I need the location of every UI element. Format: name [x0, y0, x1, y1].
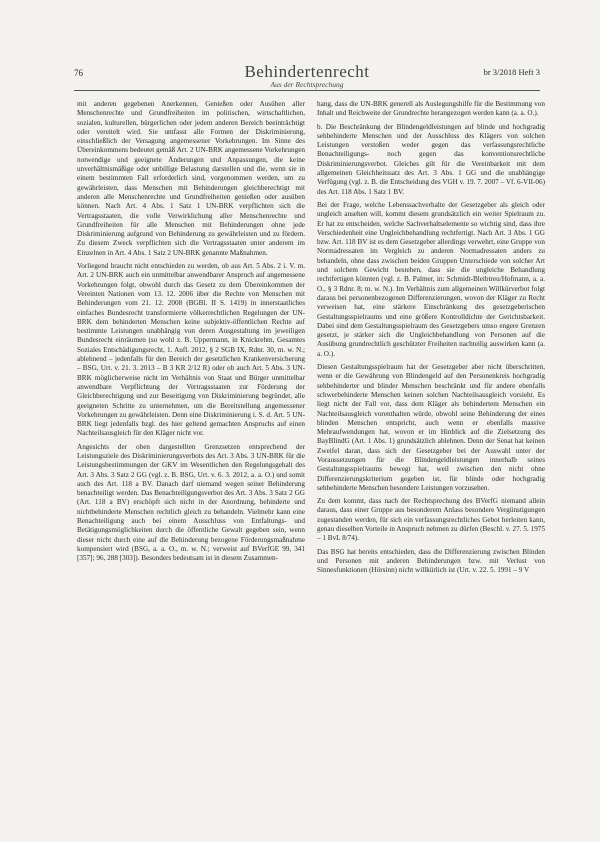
paragraph: b. Die Beschränkung der Blindengeldleistungen auf blinde und hochgradig sehbehinderte Menschen und der Ausschluss des Klägers von solchen Leistungen verstoßen weder gegen das verfassungsrechtliche Benachteiligungs- noch gegen das konventionsrechtliche Diskriminierungsverbot. Gleiches gilt für die Vereinbarkeit mit dem allgemeinen Gleichheitssatz des Art. 3 Abs. 1 GG und die unabhängige Verfügung (vgl. z. B. die Entscheidung des VGH v. 19. 7. 2007 – Vf. 6-VII-06) des Art. 118 Abs. 1 Satz 1 BV.	[317, 122, 545, 196]
paragraph: Diesen Gestaltungsspielraum hat der Gesetzgeber aber nicht überschritten, wenn er die Gewährung von Blindengeld auf den Personenkreis hochgradig sehbehinderter und blinder Menschen beschränkt und für andere ebenfalls schwerbehinderte Menschen keinen solchen Nachteilsausgleich vorsieht. Es liegt nicht der Fall vor, dass dem Kläger als behindertem Menschen ein Nachteilsausgleich vorenthalten würde, obwohl seine Behinderung der eines blinden Menschen entspricht, auch wenn er ebenfalls massive Mehraufwendungen hat, wovon er im Hinblick auf die Zielsetzung des BayBlindG (Art. 1 Abs. 1) grundsätzlich ablehnen. Denn der Senat hat keinen Zweifel daran, dass sich der Gesetzgeber bei der Auswahl unter der Voraussetzungen für die Blindengeldleistungen innerhalb seines Gestaltungsspielraums bewegt hat, weil zwischen den nicht ohne Differenzierungskriterium gegeben ist, für blinde oder hochgradig sehbehinderte Menschen besondere Leistungen vorzusehen.	[317, 363, 545, 492]
paragraph: Angesichts der oben dargestellten Grenzsetzen entsprechend der Leistungsziele des Diskriminierungsverbots des Art. 3 Abs. 3 UN-BRK für die Leistungsbestimmungen der GKV im Wesentlichen den Regelungsgehalt des Art. 3 Abs. 3 Satz 2 GG (vgl. z. B. BSG, Urt. v. 6. 3. 2012, a. a. O.) und somit auch des Art. 118 a BV. Danach darf niemand wegen seiner Behinderung benachteiligt werden. Das Benachteiligungsverbot des Art. 3 Abs. 3 Satz 2 GG (Art. 118 a BV) erschöpft sich nicht in der Anordnung, behinderte und nichtbehinderte Menschen rechtlich gleich zu behandeln. Vielmehr kann eine Benachteiligung auch bei einem Ausschluss von Entfaltungs- und Betätigungsmöglichkeiten durch die öffentliche Gewalt gegeben sein, wenn dieser nicht durch eine auf die Behinderung bezogene Förderungsmaßnahme kompensiert wird (BSG, a. a. O., m. w. N.; verweist auf BVerfGE 99, 341 [357]; 96, 288 [303]). Besonders bedeutsam ist in diesem Zusammen-	[77, 442, 305, 563]
section-title: Aus der Rechtsprechung	[270, 80, 344, 89]
magazine-title: Behindertenrecht	[244, 62, 370, 81]
paragraph: Vorliegend braucht nicht entschieden zu werden, ob aus Art. 5 Abs. 2 i. V. m. Art. 2 UN-BRK auch ein unmittelbar anwendbarer Anspruch auf angemessene Vorkehrungen folgt, obwohl durch das Gesetz zu dem Übereinkommen der Vereinten Nationen vom 13. 12. 2006 über die Rechte von Menschen mit Behinderungen vom 21. 12. 2008 (BGBl. II S. 1419) in innerstaatliches einfaches Bundesrecht transformierte völkerrechtlichen Regelungen der UN-BRK dem behinderten Menschen keine subjektiv-öffentlichen Rechte auf bestimmte Leistungen unabhängig von deren Ausgestaltung im jeweiligen Bundesrecht einräumen (so wohl z. B. Uppermann, in Knickrehm, Gesamtes Soziales Entschädigungsrecht, 1. Aufl. 2012, § 2 SGB IX, Rdnr. 30, m. w. N.; ablehnend – jedenfalls für den Bereich der gesetzlichen Krankenversicherung – BSG, Urt. v. 21. 3. 2013 – B 3 KR 2/12 R) oder ob auch Art. 5 Abs. 3 UN-BRK möglicherweise nicht im Verhältnis von Staat und Bürger unmittelbar anwendbare Verpflichtung der Vertragsstaaten zur Förderung der Gleichberechtigung und zur Beseitigung von Diskriminierung begründet, alle geeigneten Schritte zu unternehmen, um die Bereitstellung angemessener Vorkehrungen zu gewährleisten. Denn eine Diskriminierung i. S. d. Art. 5 UN-BRK liegt jedenfalls bzgl. des hier geltend gemachten Anspruchs auf einen Nachteilsausgleich für den Kläger nicht vor.	[77, 262, 305, 438]
paragraph: Bei der Frage, welche Lebenssachverhalte der Gesetzgeber als gleich oder ungleich ansehen will, kommt diesem grundsätzlich ein weiter Spielraum zu. Er hat zu entscheiden, welche Sachverhaltselemente so wichtig sind, dass ihre Verschiedenheit eine Ungleichbehandlung rechtfertigt. Nach Art. 3 Abs. 1 GG bzw. Art. 118 BV ist es dem Gesetzgeber allerdings verwehrt, eine Gruppe von Normadressaten im Vergleich zu anderen Normadressaten anders zu behandeln, ohne dass zwischen beiden Gruppen Unterschiede von solcher Art und solchem Gewicht bestehen, dass sie die ungleiche Behandlung rechtfertigen könnten (vgl. z. B. Palmer, in: Schmidt-Bleibtreu/Hofmann, a. a. O., § 3 Rdnr. 8; m. w. N.). Im Verhältnis zum allgemeinen Willkürverbot folgt daraus bei personenbezogenen Differenzierungen, wovon der Kläger zu Recht verweisen hat, eine stärkere Einschränkung des gesetzgeberischen Gestaltungsspielraums und eine größere Kontrolldichte der Gerichtsbarkeit. Dabei sind dem Gestaltungsspielraum des Gesetzgebers umso engere Grenzen gesetzt, je stärker sich die Ungleichbehandlung von Personen auf die Ausübung grundrechtlich geschützter Freiheiten nachteilig auswirken kann (a. a. O.).	[317, 200, 545, 358]
page-number: 76	[74, 68, 83, 78]
paragraph: Das BSG hat bereits entschieden, dass die Differenzierung zwischen Blinden und Personen mit anderen Behinderungen bzw. mit Verlust von Sinnesfunktionen (Hörsinn) nicht willkürlich ist (Urt. v. 22. 5. 1991 – 9 V	[317, 547, 545, 575]
paragraph: mit anderen gegebenen Anerkennen, Genießen oder Ausüben aller Menschenrechte und Grundfreiheiten im politischen, wirtschaftlichen, sozialen, kulturellen, bürgerlichen oder jedem anderen Bereich beeinträchtigt oder vereitelt wird. Sie umfasst alle Formen der Diskriminierung, einschließlich der Versagung angemessener Vorkehrungen. Im Sinne des Übereinkommens bedeutet gemäß Art. 2 UN-BRK angemessene Vorkehrungen notwendige und geeignete Änderungen und Anpassungen, die keine unverhältnismäßige oder unbillige Belastung darstellen und die, wenn sie in einem bestimmten Fall erforderlich sind, vorgenommen werden, um zu gewährleisten, dass Menschen mit Behinderungen gleichberechtigt mit anderen alle Menschenrechte und Grundfreiheiten genießen oder ausüben können. Nach Art. 4 Abs. 1 Satz 1 UN-BRK verpflichten sich die Vertragsstaaten, die volle Verwirklichung aller Menschenrechte und Grundfreiheiten für alle Menschen mit Behinderungen ohne jede Diskriminierung aufgrund von Behinderung zu gewährleisten und zu fördern. Zu diesem Zweck verpflichten sich die Vertragsstaaten unter anderem im Einzelnen in Art. 4 Abs. 1 Satz 2 UN-BRK genannte Maßnahmen.	[77, 100, 305, 257]
paragraph: hang, dass die UN-BRK generell als Auslegungshilfe für die Bestimmung von Inhalt und Reichweite der Grundrechte herangezogen werden kann (a. a. O.).	[317, 100, 545, 118]
right-column	[317, 100, 545, 580]
left-column	[77, 100, 305, 568]
issue-label: br 3/2018 Heft 3	[483, 67, 540, 77]
paragraph: Zu dem kommt, dass nach der Rechtsprechung des BVerfG niemand allein daraus, dass einer Gruppe aus besonderem Anlass besondere Vergünstigungen zugestanden werden, für sich ein verfassungsrechtliches Gebot herleiten kann, genau dieselben Vorteile in Anspruch nehmen zu dürfen (Beschl. v. 27. 5. 1975 – 1 BvL 8/74).	[317, 497, 545, 543]
page-header	[74, 62, 540, 91]
